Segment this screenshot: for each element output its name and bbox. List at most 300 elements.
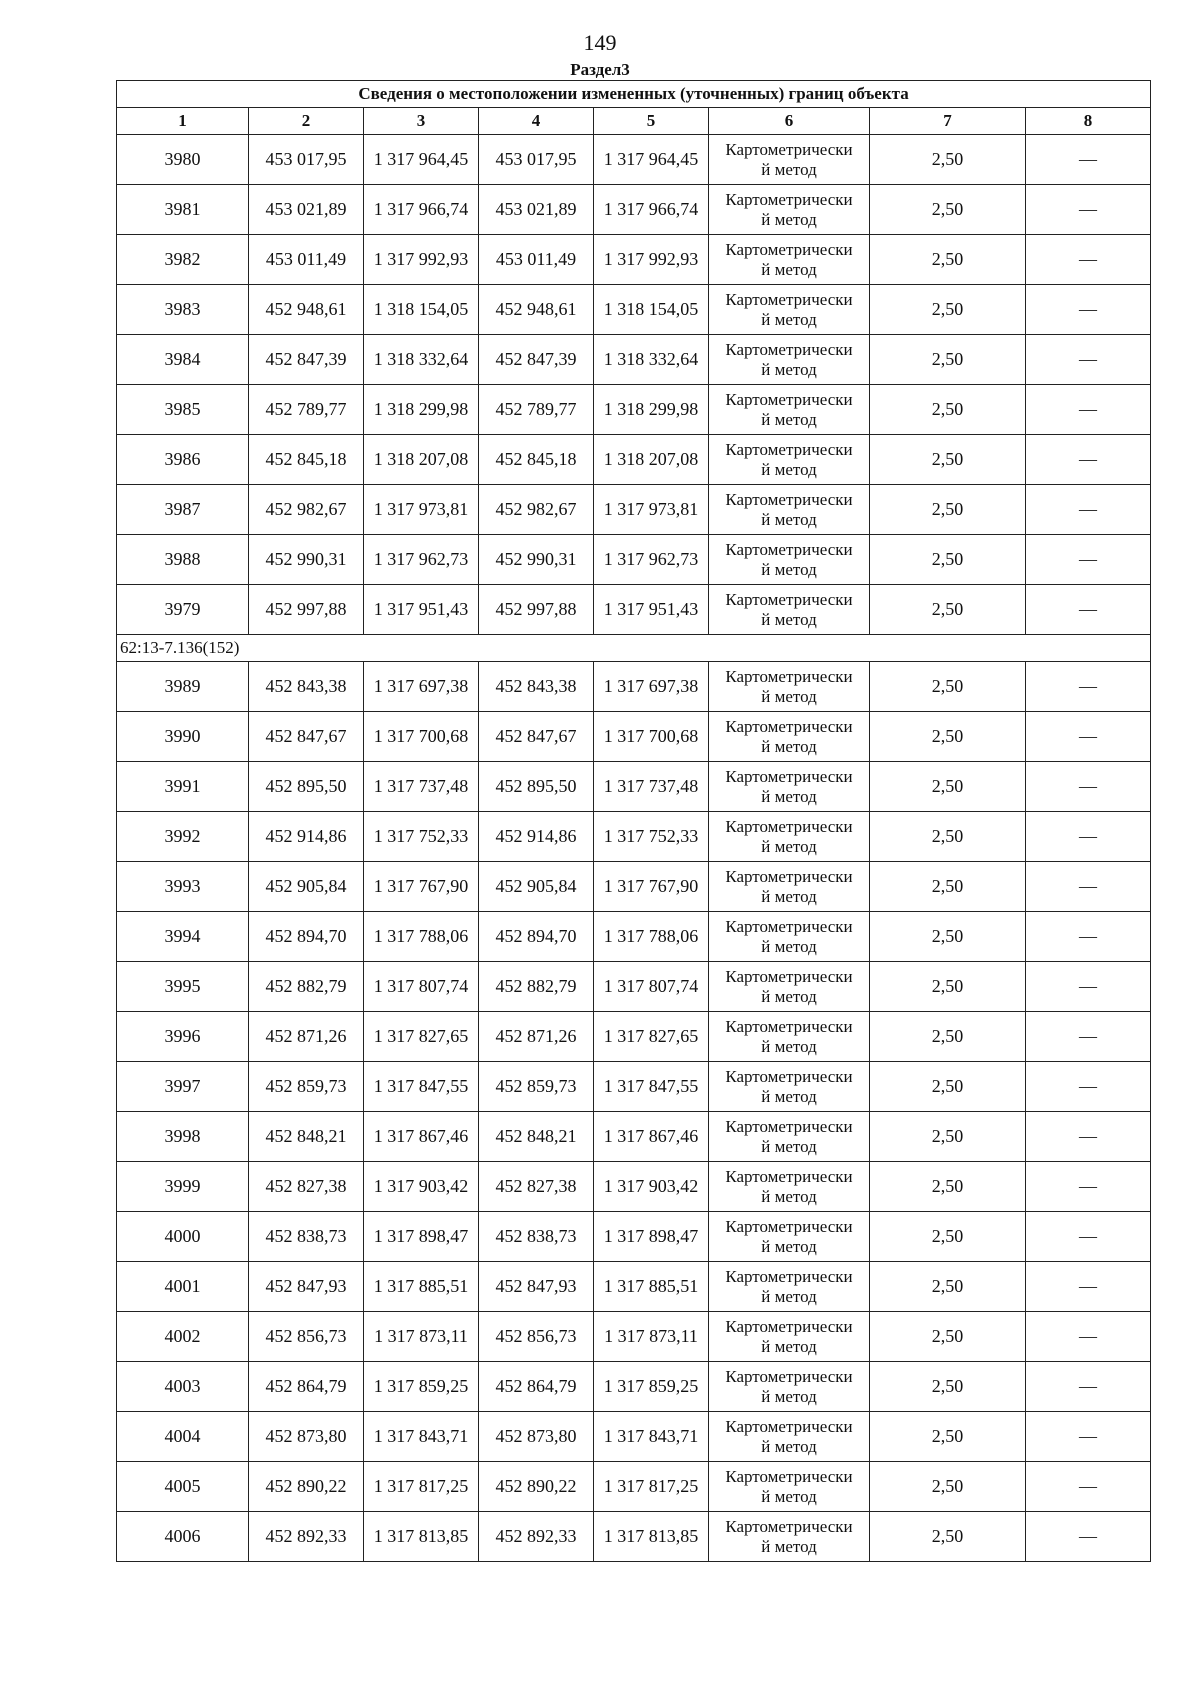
table-row [117, 585, 1151, 635]
point-number: 3988 [117, 535, 249, 585]
x-coordinate-refined: 452 847,67 [479, 712, 594, 762]
x-coordinate-refined: 453 011,49 [479, 235, 594, 285]
x-coordinate-existing: 452 827,38 [249, 1162, 364, 1212]
method-line-1: Картометрически [725, 966, 853, 986]
description-cell: — [1026, 1062, 1151, 1112]
method-line-2: й метод [761, 1386, 817, 1406]
method-cell [709, 1012, 870, 1062]
accuracy-value: 2,50 [870, 912, 1026, 962]
point-number: 4005 [117, 1462, 249, 1512]
table-row [117, 1062, 1151, 1112]
accuracy-value: 2,50 [870, 1062, 1026, 1112]
x-coordinate-refined: 452 890,22 [479, 1462, 594, 1512]
y-coordinate-refined: 1 317 992,93 [594, 235, 709, 285]
description-cell: — [1026, 435, 1151, 485]
y-coordinate-existing: 1 317 962,73 [364, 535, 479, 585]
y-coordinate-refined: 1 317 966,74 [594, 185, 709, 235]
method-line-1: Картометрически [725, 189, 853, 209]
x-coordinate-existing: 452 873,80 [249, 1412, 364, 1462]
method-cell [709, 385, 870, 435]
column-numbers-row [117, 108, 1151, 135]
method-cell [709, 712, 870, 762]
table-body-before-group [117, 135, 1151, 635]
y-coordinate-refined: 1 317 903,42 [594, 1162, 709, 1212]
y-coordinate-refined: 1 317 898,47 [594, 1212, 709, 1262]
accuracy-value: 2,50 [870, 812, 1026, 862]
x-coordinate-existing: 452 847,93 [249, 1262, 364, 1312]
column-number: 8 [1026, 108, 1151, 135]
description-cell: — [1026, 1112, 1151, 1162]
description-cell: — [1026, 1362, 1151, 1412]
y-coordinate-refined: 1 317 827,65 [594, 1012, 709, 1062]
table-row [117, 485, 1151, 535]
method-line-2: й метод [761, 1286, 817, 1306]
description-cell: — [1026, 335, 1151, 385]
description-cell: — [1026, 662, 1151, 712]
x-coordinate-existing: 453 011,49 [249, 235, 364, 285]
y-coordinate-existing: 1 317 843,71 [364, 1412, 479, 1462]
y-coordinate-existing: 1 317 788,06 [364, 912, 479, 962]
method-cell [709, 435, 870, 485]
method-line-1: Картометрически [725, 439, 853, 459]
table-row [117, 1312, 1151, 1362]
y-coordinate-refined: 1 317 817,25 [594, 1462, 709, 1512]
table-row [117, 285, 1151, 335]
x-coordinate-refined: 452 895,50 [479, 762, 594, 812]
y-coordinate-refined: 1 317 847,55 [594, 1062, 709, 1112]
method-line-1: Картометрически [725, 589, 853, 609]
table-row [117, 1362, 1151, 1412]
y-coordinate-existing: 1 317 973,81 [364, 485, 479, 535]
description-cell: — [1026, 485, 1151, 535]
description-cell: — [1026, 1012, 1151, 1062]
method-cell [709, 1112, 870, 1162]
table-row [117, 1212, 1151, 1262]
group-row [117, 635, 1151, 662]
method-line-2: й метод [761, 1036, 817, 1056]
table-row [117, 185, 1151, 235]
method-line-1: Картометрически [725, 816, 853, 836]
x-coordinate-refined: 452 848,21 [479, 1112, 594, 1162]
accuracy-value: 2,50 [870, 135, 1026, 185]
accuracy-value: 2,50 [870, 585, 1026, 635]
y-coordinate-refined: 1 317 867,46 [594, 1112, 709, 1162]
x-coordinate-refined: 452 827,38 [479, 1162, 594, 1212]
method-line-2: й метод [761, 259, 817, 279]
method-cell [709, 235, 870, 285]
y-coordinate-existing: 1 317 966,74 [364, 185, 479, 235]
method-cell [709, 1312, 870, 1362]
x-coordinate-refined: 452 997,88 [479, 585, 594, 635]
point-number: 3983 [117, 285, 249, 335]
column-number: 6 [709, 108, 870, 135]
description-cell: — [1026, 1512, 1151, 1562]
y-coordinate-existing: 1 317 807,74 [364, 962, 479, 1012]
method-cell [709, 1512, 870, 1562]
method-cell [709, 1262, 870, 1312]
accuracy-value: 2,50 [870, 1462, 1026, 1512]
accuracy-value: 2,50 [870, 1012, 1026, 1062]
y-coordinate-existing: 1 317 737,48 [364, 762, 479, 812]
x-coordinate-refined: 452 859,73 [479, 1062, 594, 1112]
point-number: 3990 [117, 712, 249, 762]
method-line-1: Картометрически [725, 666, 853, 686]
x-coordinate-existing: 452 847,39 [249, 335, 364, 385]
y-coordinate-refined: 1 317 813,85 [594, 1512, 709, 1562]
accuracy-value: 2,50 [870, 1512, 1026, 1562]
method-line-2: й метод [761, 886, 817, 906]
method-cell [709, 335, 870, 385]
method-line-2: й метод [761, 209, 817, 229]
method-cell [709, 912, 870, 962]
y-coordinate-existing: 1 317 898,47 [364, 1212, 479, 1262]
x-coordinate-refined: 452 838,73 [479, 1212, 594, 1262]
description-cell: — [1026, 235, 1151, 285]
x-coordinate-existing: 452 948,61 [249, 285, 364, 335]
y-coordinate-existing: 1 317 964,45 [364, 135, 479, 185]
method-cell [709, 1212, 870, 1262]
y-coordinate-existing: 1 318 154,05 [364, 285, 479, 335]
point-number: 3979 [117, 585, 249, 635]
accuracy-value: 2,50 [870, 535, 1026, 585]
method-cell [709, 135, 870, 185]
method-line-1: Картометрически [725, 139, 853, 159]
x-coordinate-existing: 452 845,18 [249, 435, 364, 485]
method-cell [709, 585, 870, 635]
table-row [117, 762, 1151, 812]
accuracy-value: 2,50 [870, 1412, 1026, 1462]
y-coordinate-existing: 1 318 332,64 [364, 335, 479, 385]
method-line-1: Картометрически [725, 1416, 853, 1436]
point-number: 3981 [117, 185, 249, 235]
x-coordinate-existing: 452 789,77 [249, 385, 364, 435]
point-number: 3982 [117, 235, 249, 285]
method-line-2: й метод [761, 609, 817, 629]
y-coordinate-existing: 1 317 951,43 [364, 585, 479, 635]
y-coordinate-refined: 1 317 737,48 [594, 762, 709, 812]
method-line-1: Картометрически [725, 716, 853, 736]
accuracy-value: 2,50 [870, 662, 1026, 712]
accuracy-value: 2,50 [870, 1312, 1026, 1362]
method-cell [709, 485, 870, 535]
description-cell: — [1026, 1162, 1151, 1212]
method-line-1: Картометрически [725, 289, 853, 309]
method-cell [709, 535, 870, 585]
method-line-1: Картометрически [725, 1266, 853, 1286]
x-coordinate-existing: 453 021,89 [249, 185, 364, 235]
method-line-1: Картометрически [725, 1166, 853, 1186]
x-coordinate-existing: 452 890,22 [249, 1462, 364, 1512]
accuracy-value: 2,50 [870, 1162, 1026, 1212]
description-cell: — [1026, 585, 1151, 635]
section-title: Раздел3 [570, 60, 630, 79]
y-coordinate-refined: 1 317 752,33 [594, 812, 709, 862]
column-number: 7 [870, 108, 1026, 135]
method-cell [709, 1462, 870, 1512]
accuracy-value: 2,50 [870, 1262, 1026, 1312]
x-coordinate-refined: 452 982,67 [479, 485, 594, 535]
method-line-1: Картометрически [725, 489, 853, 509]
table-row [117, 1112, 1151, 1162]
method-cell [709, 1362, 870, 1412]
point-number: 3993 [117, 862, 249, 912]
y-coordinate-existing: 1 317 827,65 [364, 1012, 479, 1062]
y-coordinate-existing: 1 317 903,42 [364, 1162, 479, 1212]
column-number: 2 [249, 108, 364, 135]
method-cell [709, 662, 870, 712]
y-coordinate-refined: 1 317 859,25 [594, 1362, 709, 1412]
description-cell: — [1026, 185, 1151, 235]
y-coordinate-existing: 1 317 752,33 [364, 812, 479, 862]
y-coordinate-refined: 1 317 873,11 [594, 1312, 709, 1362]
description-cell: — [1026, 912, 1151, 962]
method-line-2: й метод [761, 1186, 817, 1206]
x-coordinate-existing: 452 843,38 [249, 662, 364, 712]
method-line-2: й метод [761, 1436, 817, 1456]
method-line-1: Картометрически [725, 916, 853, 936]
boundary-coordinates-table [116, 80, 1151, 1562]
method-cell [709, 812, 870, 862]
y-coordinate-existing: 1 317 700,68 [364, 712, 479, 762]
x-coordinate-existing: 453 017,95 [249, 135, 364, 185]
method-line-1: Картометрически [725, 1366, 853, 1386]
x-coordinate-existing: 452 847,67 [249, 712, 364, 762]
method-line-2: й метод [761, 409, 817, 429]
point-number: 4000 [117, 1212, 249, 1262]
table-row [117, 962, 1151, 1012]
method-line-1: Картометрически [725, 1116, 853, 1136]
accuracy-value: 2,50 [870, 712, 1026, 762]
method-cell [709, 762, 870, 812]
x-coordinate-existing: 452 882,79 [249, 962, 364, 1012]
x-coordinate-refined: 453 021,89 [479, 185, 594, 235]
x-coordinate-refined: 452 864,79 [479, 1362, 594, 1412]
method-line-2: й метод [761, 559, 817, 579]
y-coordinate-existing: 1 317 859,25 [364, 1362, 479, 1412]
accuracy-value: 2,50 [870, 1112, 1026, 1162]
description-cell: — [1026, 962, 1151, 1012]
method-line-2: й метод [761, 1486, 817, 1506]
point-number: 3994 [117, 912, 249, 962]
column-number: 3 [364, 108, 479, 135]
y-coordinate-existing: 1 317 867,46 [364, 1112, 479, 1162]
x-coordinate-existing: 452 990,31 [249, 535, 364, 585]
x-coordinate-existing: 452 859,73 [249, 1062, 364, 1112]
table-row [117, 385, 1151, 435]
description-cell: — [1026, 812, 1151, 862]
point-number: 3996 [117, 1012, 249, 1062]
column-number: 4 [479, 108, 594, 135]
table-row [117, 712, 1151, 762]
x-coordinate-existing: 452 856,73 [249, 1312, 364, 1362]
method-line-2: й метод [761, 1086, 817, 1106]
accuracy-value: 2,50 [870, 335, 1026, 385]
table-body-after-group [117, 662, 1151, 1562]
x-coordinate-refined: 452 990,31 [479, 535, 594, 585]
description-cell: — [1026, 862, 1151, 912]
method-line-1: Картометрически [725, 1216, 853, 1236]
y-coordinate-existing: 1 317 813,85 [364, 1512, 479, 1562]
point-number: 3998 [117, 1112, 249, 1162]
method-line-1: Картометрически [725, 339, 853, 359]
description-cell: — [1026, 135, 1151, 185]
accuracy-value: 2,50 [870, 962, 1026, 1012]
description-cell: — [1026, 762, 1151, 812]
accuracy-value: 2,50 [870, 862, 1026, 912]
method-line-2: й метод [761, 1136, 817, 1156]
x-coordinate-refined: 452 843,38 [479, 662, 594, 712]
table-row [117, 1012, 1151, 1062]
method-line-1: Картометрически [725, 239, 853, 259]
point-number: 4002 [117, 1312, 249, 1362]
x-coordinate-existing: 452 892,33 [249, 1512, 364, 1562]
method-line-2: й метод [761, 1536, 817, 1556]
y-coordinate-refined: 1 317 973,81 [594, 485, 709, 535]
method-line-2: й метод [761, 1336, 817, 1356]
accuracy-value: 2,50 [870, 185, 1026, 235]
method-line-2: й метод [761, 986, 817, 1006]
y-coordinate-existing: 1 317 992,93 [364, 235, 479, 285]
point-number: 3995 [117, 962, 249, 1012]
accuracy-value: 2,50 [870, 435, 1026, 485]
y-coordinate-refined: 1 318 332,64 [594, 335, 709, 385]
x-coordinate-existing: 452 982,67 [249, 485, 364, 535]
description-cell: — [1026, 385, 1151, 435]
table-row [117, 662, 1151, 712]
table-row [117, 1412, 1151, 1462]
y-coordinate-existing: 1 317 885,51 [364, 1262, 479, 1312]
method-cell [709, 285, 870, 335]
method-line-1: Картометрически [725, 389, 853, 409]
description-cell: — [1026, 285, 1151, 335]
y-coordinate-refined: 1 317 767,90 [594, 862, 709, 912]
y-coordinate-refined: 1 318 154,05 [594, 285, 709, 335]
method-line-2: й метод [761, 1236, 817, 1256]
table-row [117, 1512, 1151, 1562]
x-coordinate-refined: 452 856,73 [479, 1312, 594, 1362]
y-coordinate-refined: 1 318 299,98 [594, 385, 709, 435]
table-row [117, 435, 1151, 485]
x-coordinate-refined: 452 892,33 [479, 1512, 594, 1562]
cadastral-group-label: 62:13-7.136(152) [117, 635, 1151, 662]
point-number: 4003 [117, 1362, 249, 1412]
method-line-2: й метод [761, 786, 817, 806]
point-number: 3980 [117, 135, 249, 185]
x-coordinate-existing: 452 894,70 [249, 912, 364, 962]
description-cell: — [1026, 1412, 1151, 1462]
description-cell: — [1026, 1262, 1151, 1312]
x-coordinate-refined: 452 871,26 [479, 1012, 594, 1062]
accuracy-value: 2,50 [870, 1362, 1026, 1412]
method-cell [709, 962, 870, 1012]
method-line-2: й метод [761, 159, 817, 179]
accuracy-value: 2,50 [870, 1212, 1026, 1262]
table-row [117, 135, 1151, 185]
table-row [117, 1262, 1151, 1312]
x-coordinate-refined: 452 914,86 [479, 812, 594, 862]
x-coordinate-existing: 452 997,88 [249, 585, 364, 635]
accuracy-value: 2,50 [870, 385, 1026, 435]
method-cell [709, 1412, 870, 1462]
x-coordinate-existing: 452 905,84 [249, 862, 364, 912]
y-coordinate-refined: 1 317 885,51 [594, 1262, 709, 1312]
method-line-1: Картометрически [725, 539, 853, 559]
table-row [117, 1462, 1151, 1512]
method-line-1: Картометрически [725, 1066, 853, 1086]
x-coordinate-existing: 452 864,79 [249, 1362, 364, 1412]
table-row [117, 862, 1151, 912]
table-row [117, 1162, 1151, 1212]
method-cell [709, 185, 870, 235]
table-row [117, 912, 1151, 962]
point-number: 3985 [117, 385, 249, 435]
method-line-2: й метод [761, 686, 817, 706]
column-number: 1 [117, 108, 249, 135]
x-coordinate-refined: 452 845,18 [479, 435, 594, 485]
method-line-1: Картометрически [725, 1466, 853, 1486]
x-coordinate-refined: 452 789,77 [479, 385, 594, 435]
method-line-2: й метод [761, 359, 817, 379]
y-coordinate-refined: 1 317 700,68 [594, 712, 709, 762]
x-coordinate-refined: 452 948,61 [479, 285, 594, 335]
x-coordinate-refined: 452 847,93 [479, 1262, 594, 1312]
description-cell: — [1026, 1212, 1151, 1262]
point-number: 3991 [117, 762, 249, 812]
accuracy-value: 2,50 [870, 762, 1026, 812]
method-line-2: й метод [761, 459, 817, 479]
x-coordinate-refined: 452 847,39 [479, 335, 594, 385]
accuracy-value: 2,50 [870, 235, 1026, 285]
table-row [117, 335, 1151, 385]
point-number: 3992 [117, 812, 249, 862]
x-coordinate-existing: 452 895,50 [249, 762, 364, 812]
x-coordinate-existing: 452 871,26 [249, 1012, 364, 1062]
accuracy-value: 2,50 [870, 485, 1026, 535]
method-line-2: й метод [761, 836, 817, 856]
point-number: 3987 [117, 485, 249, 535]
y-coordinate-refined: 1 317 843,71 [594, 1412, 709, 1462]
point-number: 4004 [117, 1412, 249, 1462]
y-coordinate-existing: 1 317 847,55 [364, 1062, 479, 1112]
y-coordinate-existing: 1 318 207,08 [364, 435, 479, 485]
description-cell: — [1026, 712, 1151, 762]
x-coordinate-refined: 452 873,80 [479, 1412, 594, 1462]
point-number: 3986 [117, 435, 249, 485]
x-coordinate-refined: 452 894,70 [479, 912, 594, 962]
y-coordinate-existing: 1 318 299,98 [364, 385, 479, 435]
method-line-1: Картометрически [725, 766, 853, 786]
column-number: 5 [594, 108, 709, 135]
x-coordinate-existing: 452 914,86 [249, 812, 364, 862]
y-coordinate-refined: 1 318 207,08 [594, 435, 709, 485]
method-cell [709, 1062, 870, 1112]
y-coordinate-refined: 1 317 697,38 [594, 662, 709, 712]
description-cell: — [1026, 535, 1151, 585]
table-row [117, 535, 1151, 585]
method-line-2: й метод [761, 936, 817, 956]
x-coordinate-existing: 452 838,73 [249, 1212, 364, 1262]
method-line-1: Картометрически [725, 1316, 853, 1336]
point-number: 3997 [117, 1062, 249, 1112]
x-coordinate-refined: 452 882,79 [479, 962, 594, 1012]
x-coordinate-existing: 452 848,21 [249, 1112, 364, 1162]
y-coordinate-existing: 1 317 697,38 [364, 662, 479, 712]
y-coordinate-refined: 1 317 807,74 [594, 962, 709, 1012]
method-line-2: й метод [761, 309, 817, 329]
accuracy-value: 2,50 [870, 285, 1026, 335]
y-coordinate-existing: 1 317 817,25 [364, 1462, 479, 1512]
method-line-1: Картометрически [725, 866, 853, 886]
